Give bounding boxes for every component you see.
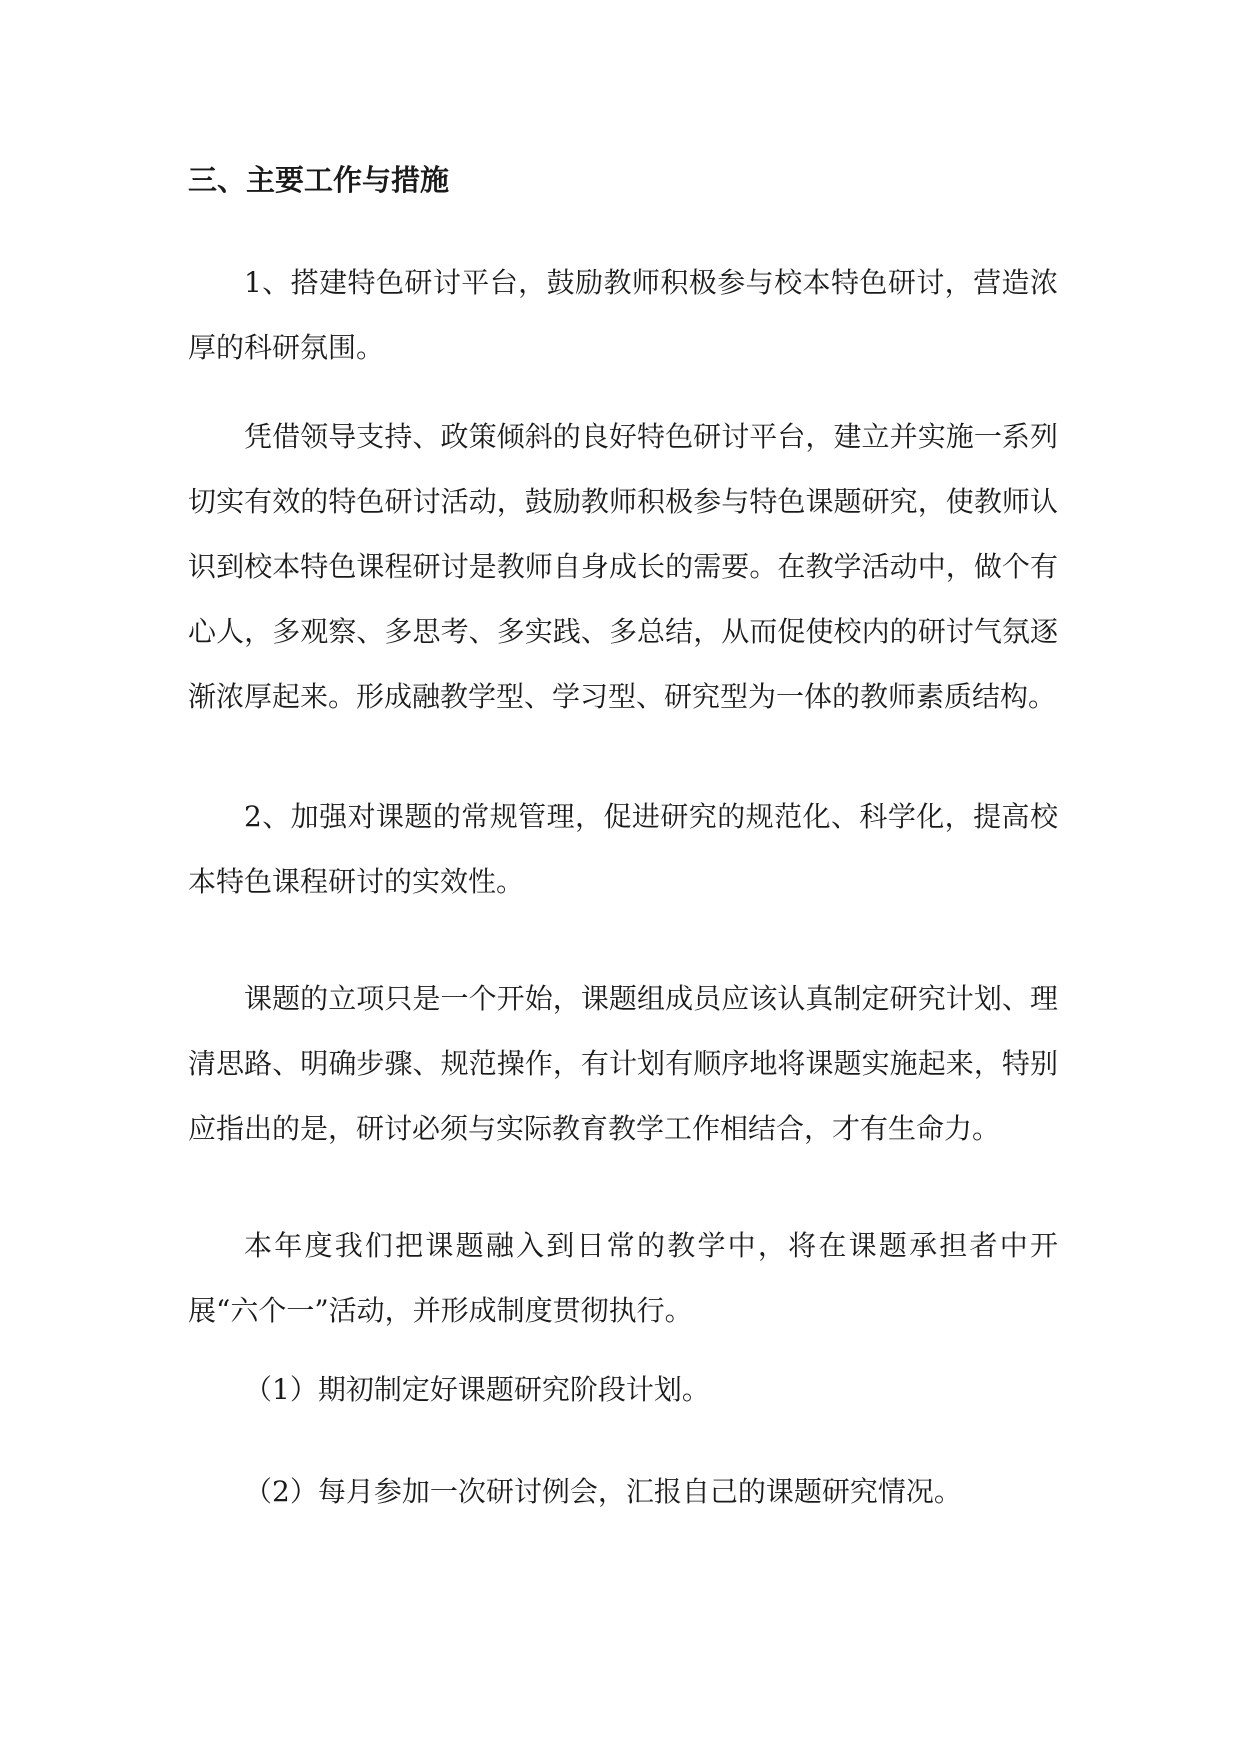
paragraph-4: 课题的立项只是一个开始，课题组成员应该认真制定研究计划、理清思路、明确步骤、规范操作，有计划有顺序地将课题实施起来，特别应指出的是，研讨必须与实际教育教学工作相结合，才有生命力。 — [188, 982, 1058, 1145]
section-heading: 三、主要工作与措施 — [188, 163, 450, 197]
paragraph-5: 本年度我们把课题融入到日常的教学中，将在课题承担者中开展“六个一”活动，并形成制度贯彻执行。 — [188, 1229, 1058, 1327]
paragraph-1: 1、搭建特色研讨平台，鼓励教师积极参与校本特色研讨，营造浓厚的科研氛围。 — [188, 266, 1058, 364]
list-item-1: （1）期初制定好课题研究阶段计划。 — [244, 1373, 710, 1406]
paragraph-3: 2、加强对课题的常规管理，促进研究的规范化、科学化，提高校本特色课程研讨的实效性。 — [188, 800, 1058, 898]
paragraph-2: 凭借领导支持、政策倾斜的良好特色研讨平台，建立并实施一系列切实有效的特色研讨活动，鼓励教师积极参与特色课题研究，使教师认识到校本特色课程研讨是教师自身成长的需要。在教学活动中，做个有心人，多观察、多思考、多实践、多总结，从而促使校内的研讨气氛逐渐浓厚起来。形成融教学型、学习型、研究型为一体的教师素质结构。 — [188, 420, 1058, 713]
list-item-2: （2）每月参加一次研讨例会，汇报自己的课题研究情况。 — [244, 1475, 962, 1508]
